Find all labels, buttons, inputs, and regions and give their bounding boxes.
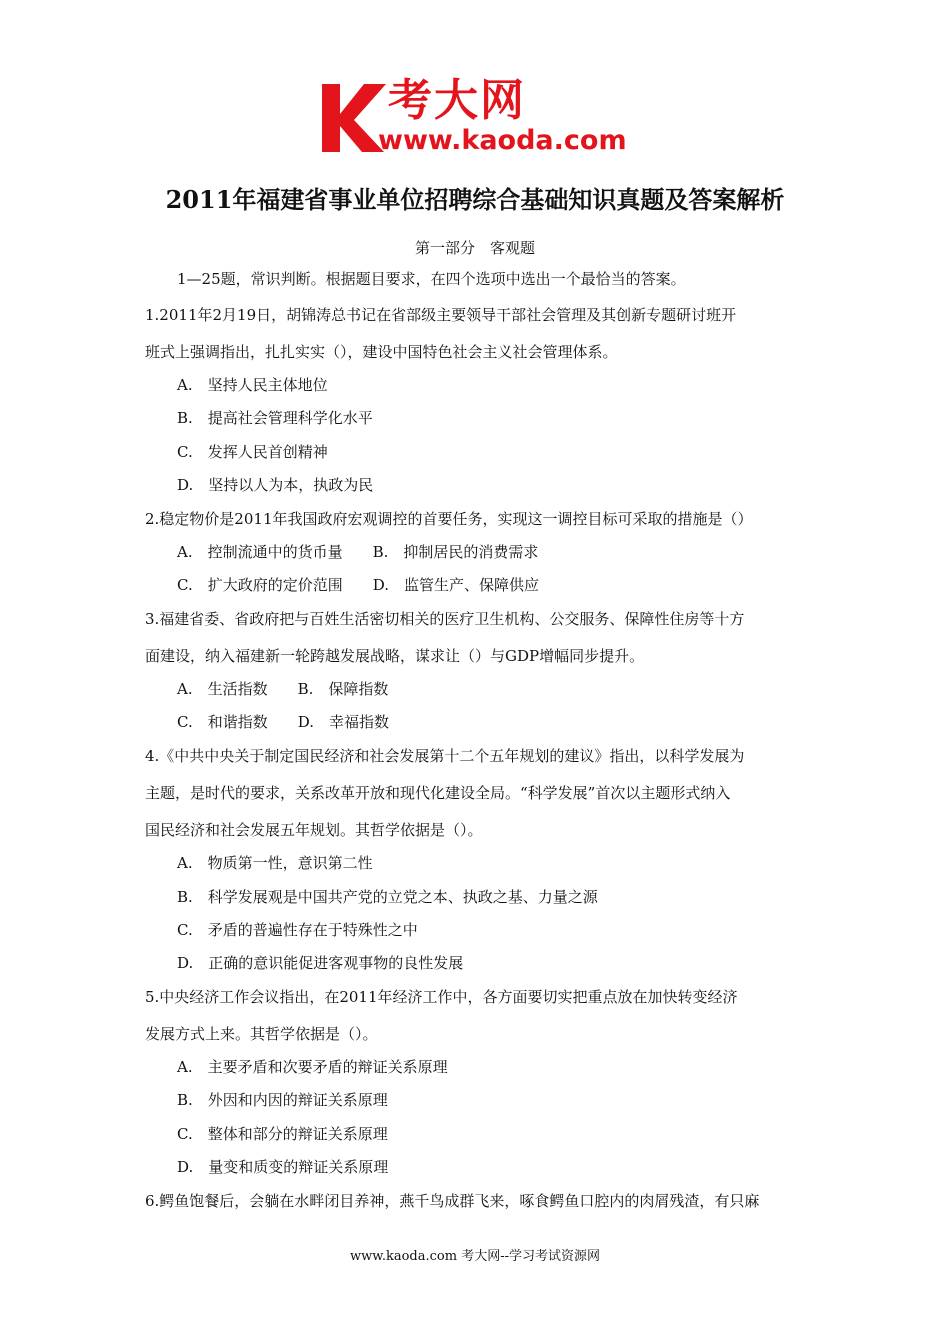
q2-stem-line-1: 2.稳定物价是2011年我国政府宏观调控的首要任务，实现这一调控目标可采取的措施是（） xyxy=(145,510,753,528)
q6-stem-line-1: 6.鳄鱼饱餐后，会躺在水畔闭目养神，燕千鸟成群飞来，啄食鳄鱼口腔内的肉屑残渣，有只麻 xyxy=(145,1192,760,1210)
q5-option-b: B. 外因和内因的辩证关系原理 xyxy=(177,1091,388,1109)
q5-option-c: C. 整体和部分的辩证关系原理 xyxy=(177,1125,388,1143)
q1-option-c: C. 发挥人民首创精神 xyxy=(177,443,328,461)
q1-option-a: A. 坚持人民主体地位 xyxy=(177,376,328,394)
logo-url-text: www.kaoda.com xyxy=(378,125,627,156)
q3-option-row-1: A. 生活指数 B. 保障指数 xyxy=(177,680,389,698)
q1-stem-line-1: 1.2011年2月19日，胡锦涛总书记在省部级主要领导干部社会管理及其创新专题研讨班开 xyxy=(145,306,737,324)
q4-option-c: C. 矛盾的普遍性存在于特殊性之中 xyxy=(177,921,418,939)
q2-option-row-2: C. 扩大政府的定价范围 D. 监管生产、保障供应 xyxy=(177,576,539,594)
q3-stem-line-1: 3.福建省委、省政府把与百姓生活密切相关的医疗卫生机构、公交服务、保障性住房等十方 xyxy=(145,610,745,628)
q2-option-row-1: A. 控制流通中的货币量 B. 抑制居民的消费需求 xyxy=(177,543,539,561)
q1-option-b: B. 提高社会管理科学化水平 xyxy=(177,409,373,427)
q1-option-d: D. 坚持以人为本，执政为民 xyxy=(177,476,374,494)
q5-option-a: A. 主要矛盾和次要矛盾的辩证关系原理 xyxy=(177,1058,448,1076)
q5-option-d: D. 量变和质变的辩证关系原理 xyxy=(177,1158,389,1176)
page-footer[interactable]: www.kaoda.com 考大网--学习考试资源网 xyxy=(350,1249,600,1264)
q4-option-a: A. 物质第一性，意识第二性 xyxy=(177,854,373,872)
q4-stem-line-2: 主题，是时代的要求，关系改革开放和现代化建设全局。“科学发展”首次以主题形式纳入 xyxy=(145,784,731,802)
logo-brand-text: 考大网 xyxy=(388,75,526,126)
q3-stem-line-2: 面建设，纳入福建新一轮跨越发展战略，谋求让（）与GDP增幅同步提升。 xyxy=(145,647,645,665)
document-title: 2011年福建省事业单位招聘综合基础知识真题及答案解析 xyxy=(165,185,785,214)
q1-stem-line-2: 班式上强调指出，扎扎实实（），建设中国特色社会主义社会管理体系。 xyxy=(145,343,618,361)
site-logo[interactable] xyxy=(318,75,638,158)
q4-option-b: B. 科学发展观是中国共产党的立党之本、执政之基、力量之源 xyxy=(177,888,598,906)
q4-option-d: D. 正确的意识能促进客观事物的良性发展 xyxy=(177,954,464,972)
q4-stem-line-3: 国民经济和社会发展五年规划。其哲学依据是（）。 xyxy=(145,821,483,839)
q4-stem-line-1: 4.《中共中央关于制定国民经济和社会发展第十二个五年规划的建议》指出，以科学发展为 xyxy=(145,747,745,765)
instruction-text: 1—25题，常识判断。根据题目要求，在四个选项中选出一个最恰当的答案。 xyxy=(177,270,686,288)
q3-option-row-2: C. 和谐指数 D. 幸福指数 xyxy=(177,713,389,731)
section-heading: 第一部分 客观题 xyxy=(414,239,535,257)
q5-stem-line-1: 5.中央经济工作会议指出，在2011年经济工作中，各方面要切实把重点放在加快转变经济 xyxy=(145,988,738,1006)
q5-stem-line-2: 发展方式上来。其哲学依据是（）。 xyxy=(145,1025,378,1043)
